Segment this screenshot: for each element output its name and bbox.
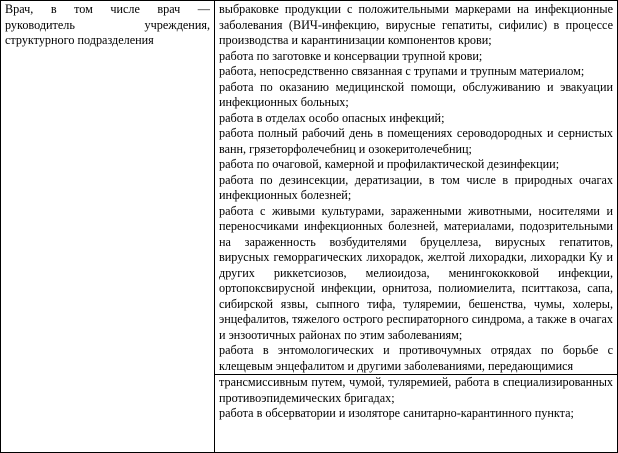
condition-item: выбраковке продукции с положительными маркерами на инфекционные заболевания (ВИЧ-инфекцию, вирусные гепатиты, сифилис) в процессе производства и карантинизации компонентов крови;: [219, 2, 613, 47]
condition-item: работа, непосредственно связанная с трупами и трупным материалом;: [219, 64, 585, 78]
condition-item: работа по заготовке и консервации трупной крови;: [219, 48, 483, 63]
condition-item: трансмиссивным путем, чумой, туляремией, работа в специализированных противоэпидемических бригадах;: [219, 375, 613, 405]
condition-item: работа с живыми культурами, зараженными животными, носителями и переносчиками инфекционных болезней, материалами, подозрительными на зараженность возбудителями бруцеллеза, вирусных гепатитов, вирусных геморрагических лихорадок, желтой лихорадки, лихорадки Ку и других риккетсиозов, мелиоидоза, менингококковой инфекции, ортопоксвирусной инфекции, орнитоза, полиомиелита, пситтакоза, сапа, сибирской язвы, сыпного тифа, туляремии, бешенства, чумы, холеры, энцефалитов, тяжелого острого респираторного синдрома, а также в очагах и энзоотичных районах по этим заболеваниям;: [219, 203, 613, 342]
condition-item: работа по оказанию медицинской помощи, обслуживанию и эвакуации инфекционных больных;: [219, 79, 613, 109]
position-text: Врач, в том числе врач — руководитель учреждения, структурного подразделения: [5, 2, 210, 47]
condition-item: работа в отделах особо опасных инфекций;: [219, 110, 445, 125]
conditions-cell: [215, 1, 618, 453]
condition-item: работа по дезинсекции, дератизации, в том числе в природных очагах инфекционных болезней;: [219, 172, 613, 202]
condition-item: работа полный рабочий день в помещениях сероводородных и сернистых ванн, грязеторфолечебниц и озокеритолечебниц;: [219, 126, 613, 156]
condition-item: работа по очаговой, камерной и профилактической дезинфекции;: [219, 157, 560, 171]
condition-item: работа в обсерватории и изоляторе санитарно-карантинного пункта;: [219, 406, 574, 420]
condition-item: работа в энтомологических и противочумных отрядах по борьбе с клещевым энцефалитом и другими заболеваниями, передающимися: [219, 343, 613, 373]
position-cell: [1, 1, 215, 453]
table-row: [1, 1, 618, 453]
